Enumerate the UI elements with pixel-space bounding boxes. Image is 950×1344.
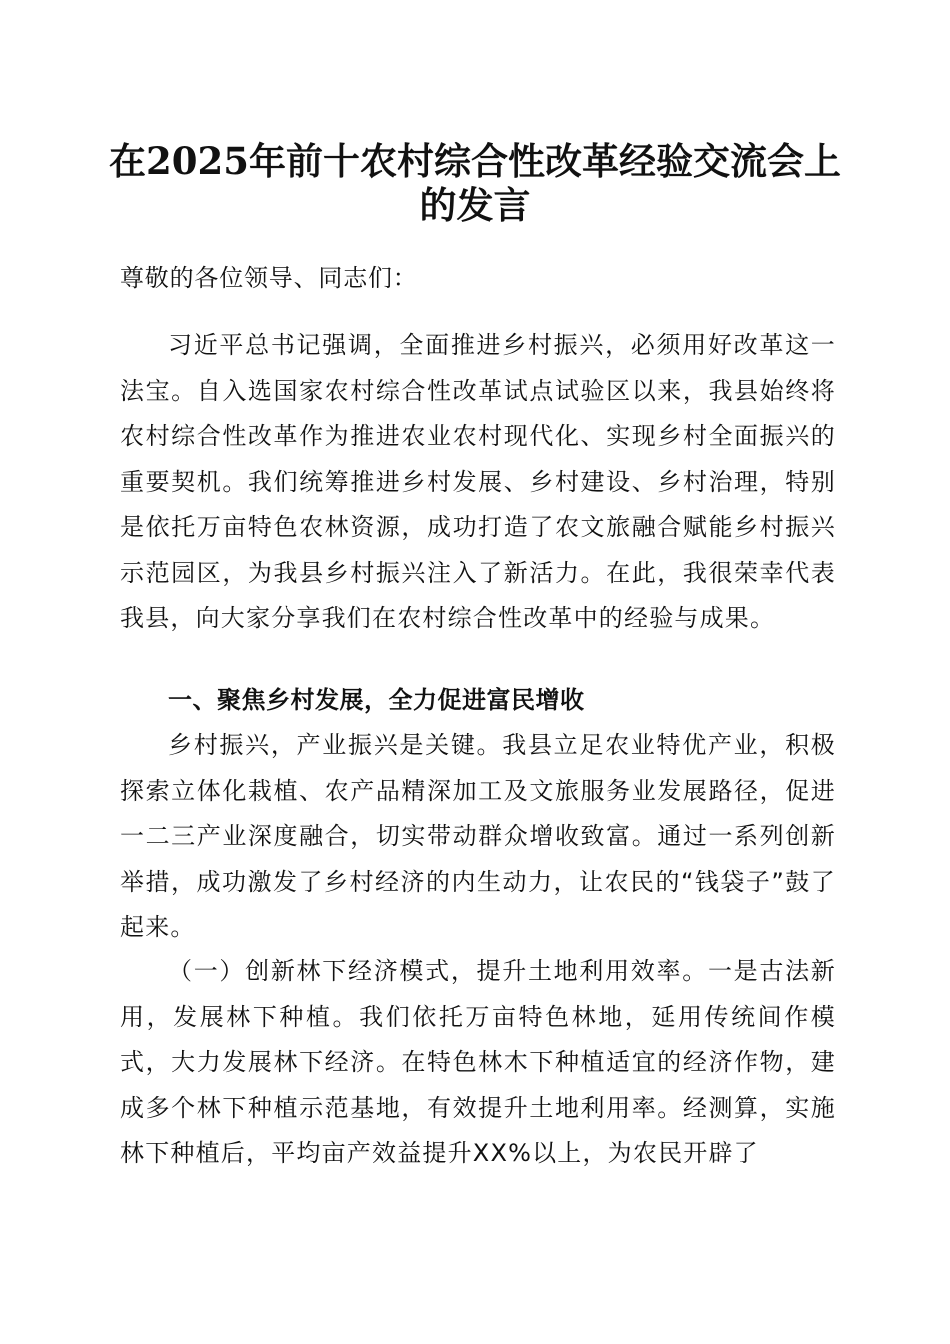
salutation: 尊敬的各位领导、同志们： — [120, 264, 418, 292]
subsection-heading-1: （一）创新林下经济模式，提升土地利用效率。 — [168, 957, 708, 985]
paragraph-subsection1 — [120, 949, 836, 1177]
subsection-body-1: 一是古法新用，发展林下种植。我们依托万亩特色林地，延用传统间作模式，大力发展林下经济。在特色林木下种植适宜的经济作物，建成多个林下种植示范基地，有效提升土地利用率。经测算，实施林下种植后，平均亩产效益提升XX%以上，为农民开辟了 — [120, 957, 837, 1167]
paragraph-intro: 习近平总书记强调，全面推进乡村振兴，必须用好改革这一法宝。自入选国家农村综合性改革试点试验区以来，我县始终将农村综合性改革作为推进农业农村现代化、实现乡村全面振兴的重要契机。我们统筹推进乡村发展、乡村建设、乡村治理，特别是依托万亩特色农林资源，成功打造了农文旅融合赋能乡村振兴示范园区，为我县乡村振兴注入了新活力。在此，我很荣幸代表我县，向大家分享我们在农村综合性改革中的经验与成果。 — [120, 331, 836, 632]
document-title-line2: 的发言 — [419, 183, 531, 227]
document-title-line1: 在2025年前十农村综合性改革经验交流会上 — [109, 139, 841, 183]
section-heading-1: 一、聚焦乡村发展，全力促进富民增收 — [168, 686, 585, 714]
paragraph-section1: 乡村振兴，产业振兴是关键。我县立足农业特优产业，积极探索立体化栽植、农产品精深加工及文旅服务业发展路径，促进一二三产业深度融合，切实带动群众增收致富。通过一系列创新举措，成功激发了乡村经济的内生动力，让农民的“钱袋子”鼓了起来。 — [120, 731, 836, 941]
